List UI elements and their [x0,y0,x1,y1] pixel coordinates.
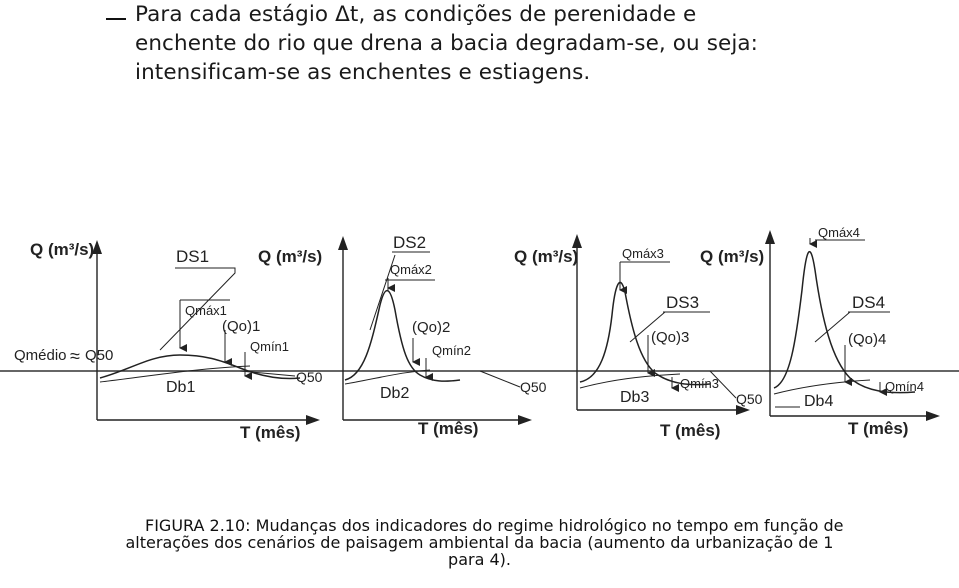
panel-1-hydrograph [100,355,300,379]
panel-2-qmin-label: Qmín2 [432,343,472,358]
panel-3-y-label: Q (m³/s) [514,247,579,266]
panel-1-x-label: T (mês) [240,423,301,442]
bullet-line-1: Para cada estágio Δt, as condições de perenidade e [135,2,697,27]
panel-1 [14,240,323,442]
panel-3-db-label: Db3 [620,389,650,406]
panel-4-qmax-label: Qmáx4 [818,225,860,240]
caption-line-1: FIGURA 2.10: Mudanças dos indicadores do regime hidrológico no tempo em função de [145,516,844,535]
panel-2-qmax-label: Qmáx2 [390,262,432,277]
bullet-text [0,0,959,100]
caption-line-2: alterações dos cenários de paisagem ambiental da bacia (aumento da urbanização de 1 [125,533,834,552]
panel-1-qmax-label: Qmáx1 [185,303,227,318]
panel-1-y-label: Q (m³/s) [30,240,95,259]
panel-2-x-label: T (mês) [418,419,479,438]
panel-2-y-arrowhead [338,236,348,250]
panel-2-y-label: Q (m³/s) [258,247,323,266]
panel-3-qmax-label: Qmáx3 [622,246,664,261]
panel-1-ds-label: DS1 [176,247,210,266]
panel-3-y-arrowhead [572,234,582,248]
panel-3-q50-label: Q50 [736,391,763,407]
panel-2-qo-label: (Qo)2 [412,319,451,336]
panel-3-qo-label: (Qo)3 [651,329,690,346]
panel-2-x-arrowhead [518,415,532,425]
panel-4-qmin-label: Qmín4 [885,379,925,394]
panel-4-ds-label: DS4 [852,293,886,312]
panel-4-qo-label: (Qo)4 [848,331,887,348]
panel-2-q50-leader [480,371,520,387]
bullet-line-2: enchente do rio que drena a bacia degradam-se, ou seja: [135,31,759,56]
panel-1-x-arrowhead [306,415,320,425]
panel-1-qmin-label: Qmín1 [250,339,290,354]
panel-2 [258,233,547,438]
panel-4-ds-leader [815,312,850,342]
panel-4-x-arrowhead [926,411,940,421]
panel-3-recession [580,374,680,388]
panel-2-q50-label: Q50 [520,379,547,395]
panel-4-x-label: T (mês) [848,419,909,438]
panel-4-y-label: Q (m³/s) [700,247,765,266]
panel-1-qo-label: (Qo)1 [222,318,261,335]
panel-3-ds-label: DS3 [666,293,700,312]
panel-3-x-label: T (mês) [660,421,721,440]
panel-1-q50-left-label: Q50 [85,347,114,364]
figure-caption [0,517,959,568]
panel-1-q50-leader [240,371,295,376]
caption-line-3: para 4). [448,550,511,569]
panel-3-qmin-label: Qmín3 [680,376,720,391]
bullet-dash [106,18,126,20]
approx-symbol: ≈ [70,346,80,366]
panel-1-db-label: Db1 [166,379,196,396]
panel-1-q50-label: Q50 [296,369,323,385]
panel-2-ds-label: DS2 [393,233,427,252]
bullet-line-3: intensificam-se as enchentes e estiagens. [135,60,591,85]
panel-2-db-label: Db2 [380,385,410,402]
qmedio-label: Qmédio [14,347,67,364]
panel-4-db-label: Db4 [804,393,834,410]
hydrograph-figure [0,210,959,510]
panel-4-y-arrowhead [765,230,775,244]
